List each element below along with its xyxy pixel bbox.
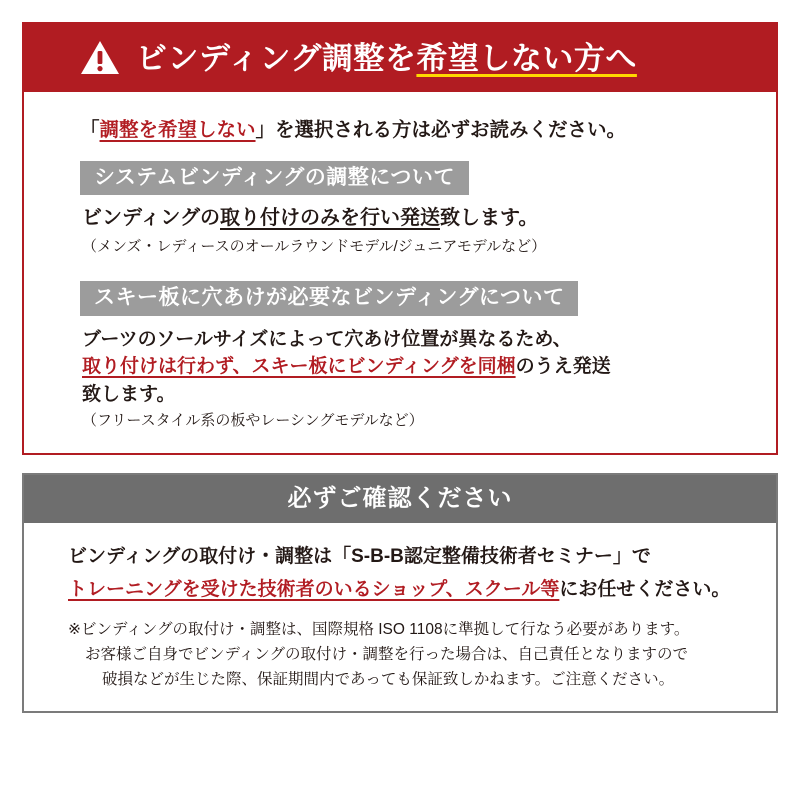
section-body: [82, 205, 746, 257]
paragraph-line-2-red: 取り付けは行わず、スキー板にビンディングを同梱: [82, 356, 516, 378]
warning-panel-body: [24, 92, 776, 453]
paragraph-line-3: 致します。: [82, 383, 176, 405]
lead-highlight: 調整を希望しない: [99, 119, 256, 141]
section-note: （メンズ・レディースのオールラウンドモデル/ジュニアモデルなど）: [82, 238, 547, 256]
section-heading: スキー板に穴あけが必要なビンディングについて: [80, 281, 578, 315]
confirm-panel-title: 必ずご確認ください: [287, 485, 513, 513]
confirm-line-2-post: にお任せください。: [559, 578, 731, 600]
section-body: [82, 326, 746, 432]
confirm-line-2-red: トレーニングを受けた技術者のいるショップ、スクール等: [68, 578, 560, 600]
fine-print-line-1: ※ビンディングの取付け・調整は、国際規格 ISO 1108に準拠して行なう必要があります。: [68, 621, 690, 639]
line-post: 致します。: [440, 207, 539, 230]
fine-print-line-3: 破損などが生じた際、保証期間内であっても保証致しかねます。ご注意ください。: [102, 670, 675, 688]
lead-post: 」を選択される方は必ずお読みください。: [255, 119, 627, 141]
warning-panel-header: [24, 24, 776, 92]
paragraph-line-2-post: のうえ発送: [515, 356, 611, 378]
lead-statement: [80, 118, 746, 143]
confirm-panel: [22, 473, 778, 712]
warning-panel-title: [136, 40, 637, 76]
section-drilling-binding: [54, 279, 746, 431]
line-underline: 取り付けのみを行い発送: [220, 207, 440, 230]
fine-print-line-2: お客様ご自身でビンディングの取付け・調整を行った場合は、自己責任となりますので: [85, 645, 688, 663]
section-main-line: [82, 205, 746, 232]
confirm-panel-header: [24, 475, 776, 523]
warning-triangle-icon: [80, 40, 120, 76]
lead-pre: 「: [80, 119, 100, 141]
confirm-line-1: ビンディングの取付け・調整は「S-B-B認定整備技術者セミナー」で: [68, 546, 651, 568]
section-paragraph: [82, 326, 746, 409]
warning-title-highlight: 希望しない方へ: [416, 40, 637, 76]
confirm-line-2: [68, 576, 750, 605]
section-system-binding: [54, 159, 746, 257]
section-heading: システムビンディングの調整について: [80, 161, 469, 195]
paragraph-line-1: ブーツのソールサイズによって穴あけ位置が異なるため、: [82, 328, 572, 350]
confirm-panel-body: [24, 523, 776, 710]
warning-title-plain: ビンディング調整を: [136, 40, 417, 76]
section-note: （フリースタイル系の板やレーシングモデルなど）: [82, 412, 424, 430]
fine-print: [68, 618, 750, 692]
warning-panel: [22, 22, 778, 455]
line-pre: ビンディングの: [82, 207, 220, 230]
